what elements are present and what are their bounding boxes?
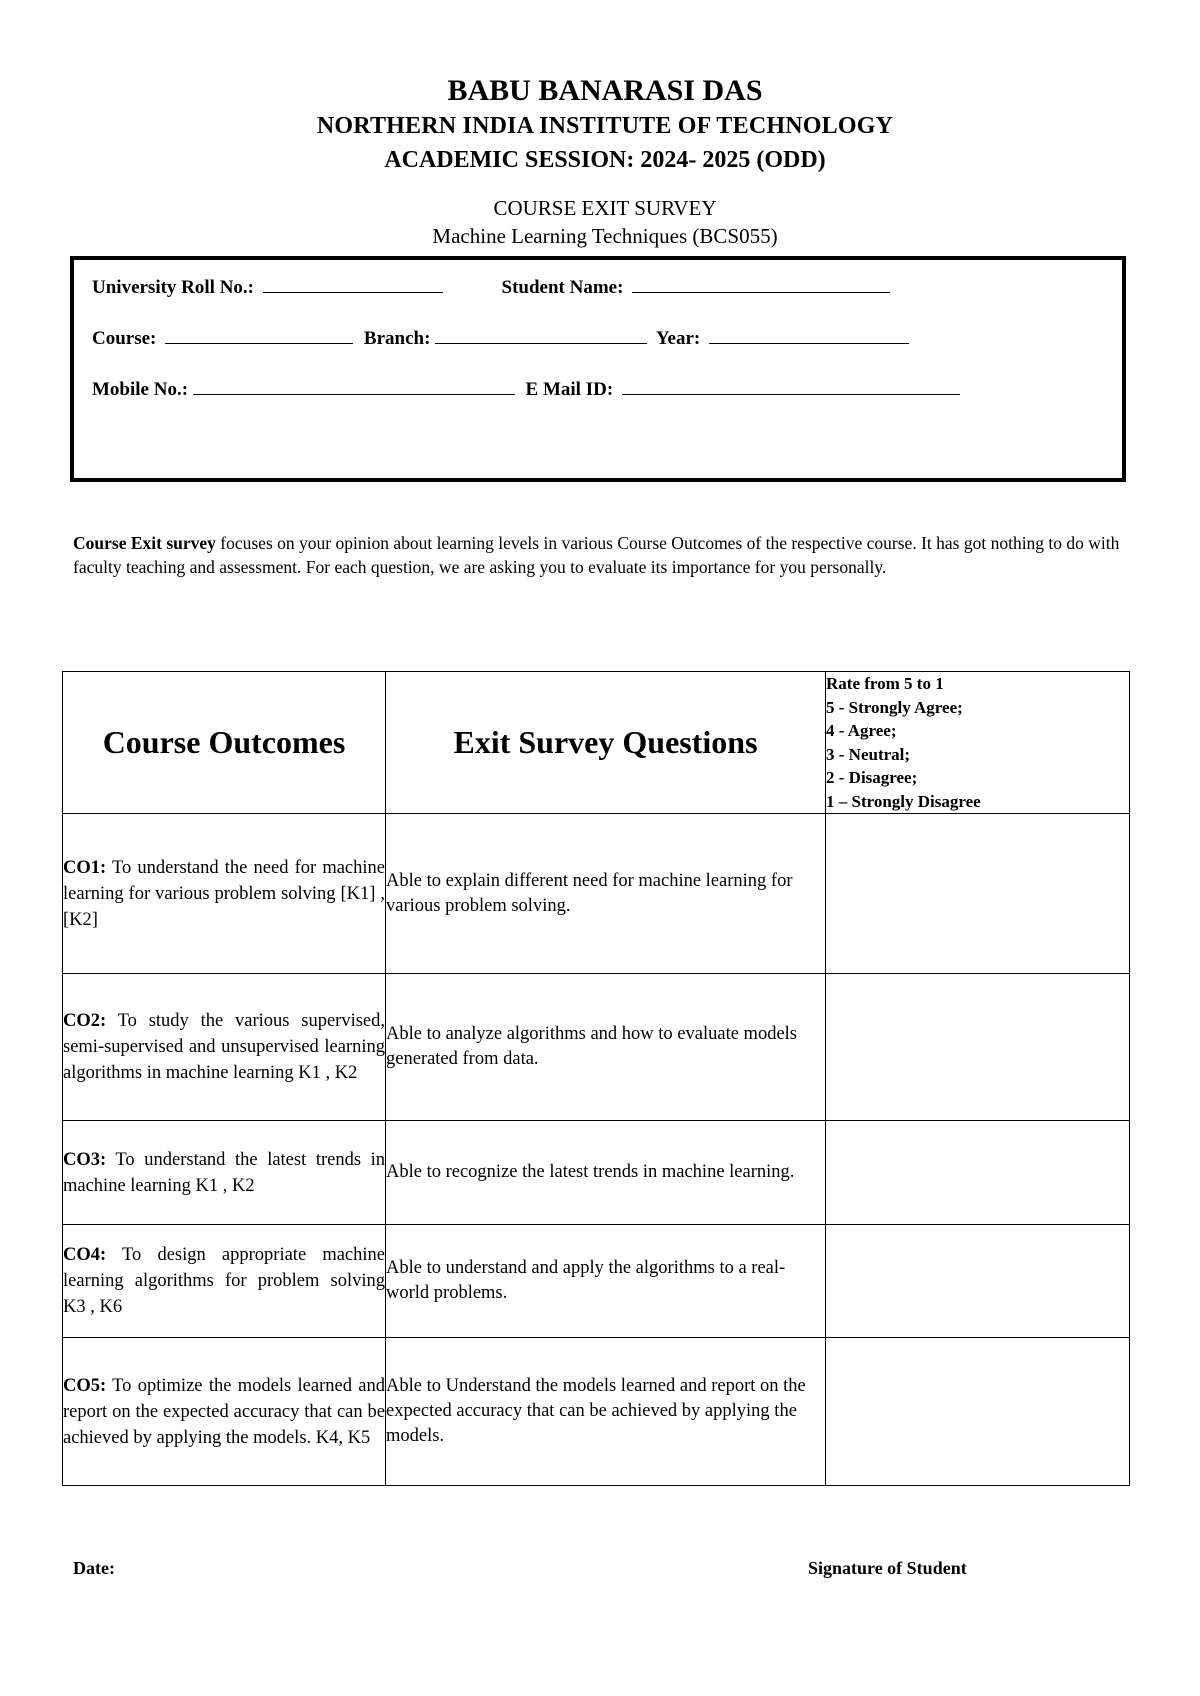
branch-field[interactable] xyxy=(435,325,647,344)
rating-scale-line: 5 - Strongly Agree; xyxy=(826,697,963,717)
rating-scale-line: 3 - Neutral; xyxy=(826,744,911,764)
info-row-2 xyxy=(92,325,909,350)
table-row xyxy=(63,1225,1130,1338)
academic-session: ACADEMIC SESSION: 2024- 2025 (ODD) xyxy=(384,147,826,173)
col-header-rating xyxy=(826,672,1130,814)
question-cell: Able to understand and apply the algorithms to a real-world problems. xyxy=(386,1225,826,1338)
co-label: CO4: xyxy=(63,1245,107,1265)
co-label: CO5: xyxy=(63,1375,107,1396)
co-cell xyxy=(63,974,386,1121)
table-header-row xyxy=(63,672,1130,814)
question-cell: Able to explain different need for machine learning for various problem solving. xyxy=(386,814,826,974)
co-cell xyxy=(63,1225,386,1338)
rating-scale-line: 1 – Strongly Disagree xyxy=(826,791,981,811)
info-row-3 xyxy=(92,376,960,401)
year-field[interactable] xyxy=(709,325,909,344)
rating-cell[interactable] xyxy=(826,1338,1130,1486)
co-text: To optimize the models learned and report on the expected accuracy that can be achieved by applying the models. K4, K5 xyxy=(63,1375,385,1448)
info-row-1 xyxy=(92,274,890,299)
co-cell xyxy=(63,814,386,974)
course-label: Course: xyxy=(92,328,157,349)
rating-scale-line: Rate from 5 to 1 xyxy=(826,674,944,693)
year-label: Year: xyxy=(655,328,701,349)
rating-scale-line: 2 - Disagree; xyxy=(826,768,918,787)
name-label: Student Name: xyxy=(501,277,624,298)
co-text: To understand the latest trends in machine learning K1 , K2 xyxy=(63,1149,385,1196)
roll-label: University Roll No.: xyxy=(92,277,255,298)
roll-field[interactable] xyxy=(263,274,443,293)
email-label: E Mail ID: xyxy=(525,379,614,400)
table-row xyxy=(63,974,1130,1121)
mobile-label: Mobile No.: xyxy=(92,379,189,400)
rating-cell[interactable] xyxy=(826,814,1130,974)
course-field[interactable] xyxy=(165,325,353,344)
co-label: CO3: xyxy=(63,1149,107,1170)
co-text: To understand the need for machine learning for various problem solving [K1] , [K2] xyxy=(63,857,385,930)
co-text: To study the various supervised, semi-supervised and unsupervised learning algorithms in machine learning K1 , K2 xyxy=(63,1011,385,1083)
branch-label: Branch: xyxy=(363,328,431,349)
table-row xyxy=(63,814,1130,974)
course-name: Machine Learning Techniques (BCS055) xyxy=(432,224,778,248)
co-label: CO1: xyxy=(63,857,107,878)
co-text: To design appropriate machine learning algorithms for problem solving K3 , K6 xyxy=(63,1245,385,1317)
date-label: Date: xyxy=(73,1558,115,1578)
question-cell: Able to Understand the models learned and report on the expected accuracy that can be achieved by applying the models. xyxy=(386,1338,826,1486)
institute-name: BABU BANARASI DAS xyxy=(447,74,763,107)
mobile-field[interactable] xyxy=(193,376,515,395)
co-cell xyxy=(63,1121,386,1225)
co-cell xyxy=(63,1338,386,1486)
question-cell: Able to analyze algorithms and how to evaluate models generated from data. xyxy=(386,974,826,1121)
table-row xyxy=(63,1121,1130,1225)
survey-title: COURSE EXIT SURVEY xyxy=(493,196,717,220)
rating-scale-line: 4 - Agree; xyxy=(826,721,897,740)
col-header-questions: Exit Survey Questions xyxy=(386,672,826,814)
intro-paragraph xyxy=(73,531,1143,579)
name-field[interactable] xyxy=(632,274,890,293)
email-field[interactable] xyxy=(622,376,960,395)
co-label: CO2: xyxy=(63,1011,107,1031)
institute-subtitle: NORTHERN INDIA INSTITUTE OF TECHNOLOGY xyxy=(316,113,894,139)
col-header-outcomes: Course Outcomes xyxy=(63,672,386,814)
signature-label: Signature of Student xyxy=(808,1558,967,1578)
rating-cell[interactable] xyxy=(826,1121,1130,1225)
student-info-box xyxy=(70,256,1126,482)
table-row xyxy=(63,1338,1130,1486)
question-cell: Able to recognize the latest trends in machine learning. xyxy=(386,1121,826,1225)
intro-text: focuses on your opinion about learning levels in various Course Outcomes of the respective course. It has got nothing to do with faculty teaching and assessment. For each question, we are asking you to evaluate its importance for you personally. xyxy=(73,533,1120,577)
rating-cell[interactable] xyxy=(826,974,1130,1121)
rating-cell[interactable] xyxy=(826,1225,1130,1338)
intro-lead: Course Exit survey xyxy=(73,533,216,553)
course-outcomes-table xyxy=(62,671,1130,1486)
